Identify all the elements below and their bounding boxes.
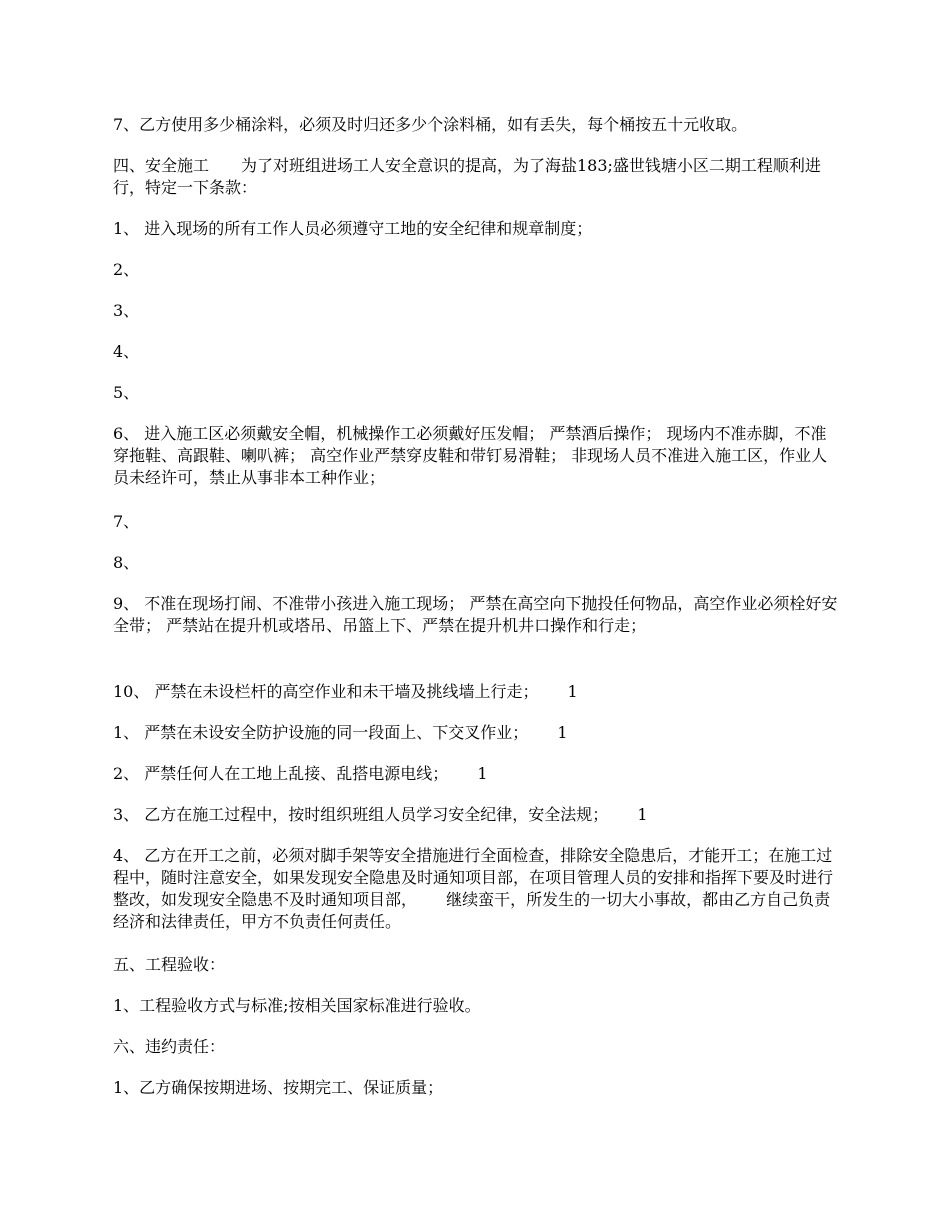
paragraph-section-4-safety: 四、安全施工 为了对班组进场工人安全意识的提高，为了海盐183;盛世钱塘小区二期工程顺利进行，特定一下条款： — [113, 156, 821, 197]
paragraph-safety-item-3: 3、 — [113, 301, 140, 320]
paragraph-section-6-liability: 六、违约责任： — [113, 1037, 226, 1056]
paragraph-safety-item-4: 4、 — [113, 342, 140, 361]
paragraph-safety-item-2: 2、 — [113, 260, 140, 279]
paragraph-safety-item-9: 9、 不准在现场打闹、不准带小孩进入施工现场； 严禁在高空向下抛投任何物品，高空作业必须栓好安全带； 严禁站在提升机或塔吊、吊篮上下、严禁在提升机井口操作和行走； — [113, 594, 838, 635]
paragraph-safety-item-13: 3、 乙方在施工过程中，按时组织班组人员学习安全纪律，安全法规； 1 — [113, 805, 648, 824]
paragraph-safety-item-14: 4、 乙方在开工之前，必须对脚手架等安全措施进行全面检查，排除安全隐患后，才能开工；在施工过程中，随时注意安全，如果发现安全隐患及时通知项目部，在项目管理人员的安排和指挥下要及时进行整改，如发现安全隐患不及时通知项目部， 继续蛮干，所发生的一切大小事故，都由乙方自己负责经济和法律责任，甲方不负责任何责任。 — [113, 846, 834, 931]
paragraph-section-5-acceptance: 五、工程验收： — [113, 955, 226, 974]
paragraph-safety-item-7: 7、 — [113, 512, 140, 531]
paragraph-safety-item-6: 6、 进入施工区必须戴安全帽，机械操作工必须戴好压发帽； 严禁酒后操作； 现场内不准赤脚，不准穿拖鞋、高跟鞋、喇叭裤； 高空作业严禁穿皮鞋和带钉易滑鞋； 非现场人员不准进入施工区，作业人员未经许可，禁止从事非本工种作业； — [113, 424, 828, 487]
paragraph-liability-item-1: 1、乙方确保按期进场、按期完工、保证质量； — [113, 1078, 444, 1097]
paragraph-acceptance-item-1: 1、工程验收方式与标准;按相关国家标准进行验收。 — [113, 996, 481, 1015]
paragraph-safety-item-1: 1、 进入现场的所有工作人员必须遵守工地的安全纪律和规章制度； — [113, 219, 593, 238]
paragraph-safety-item-11: 1、 严禁在未设安全防护设施的同一段面上、下交叉作业； 1 — [113, 723, 568, 742]
paragraph-safety-item-8: 8、 — [113, 553, 140, 572]
paragraph-safety-item-12: 2、 严禁任何人在工地上乱接、乱搭电源电线； 1 — [113, 764, 488, 783]
paragraph-safety-item-10: 10、 严禁在未设栏杆的高空作业和未干墙及挑线墙上行走； 1 — [113, 682, 578, 701]
paragraph-clause-7-paint-buckets: 7、乙方使用多少桶涂料，必须及时归还多少个涂料桶，如有丢失，每个桶按五十元收取。 — [113, 115, 748, 134]
paragraph-safety-item-5: 5、 — [113, 383, 140, 402]
